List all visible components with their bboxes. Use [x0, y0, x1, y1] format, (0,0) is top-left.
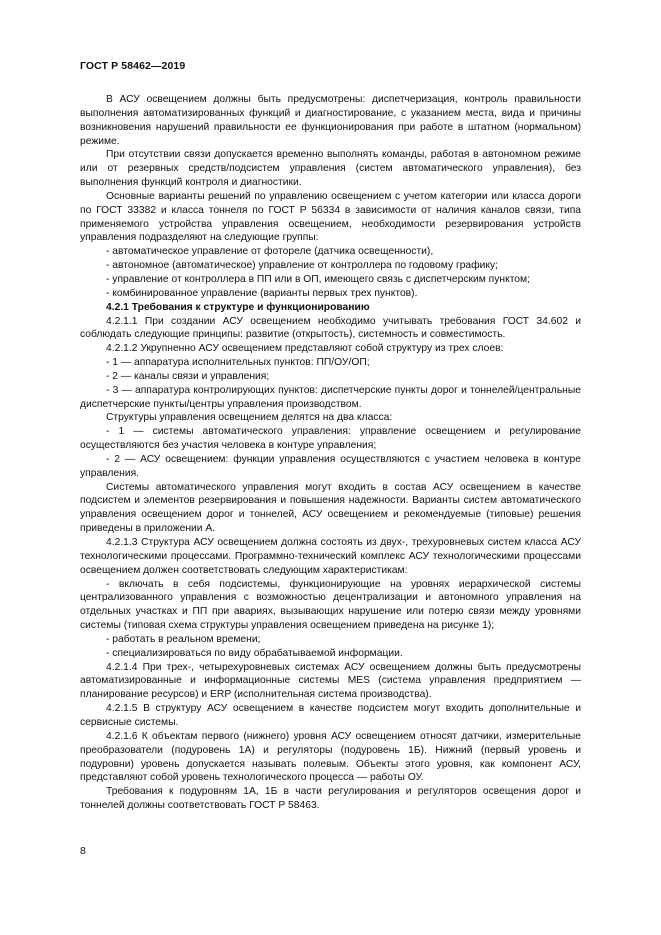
paragraph: Требования к подуровням 1А, 1Б в части регулирования и регуляторов освещения дорог и тоннелей должны соответствовать ГОСТ Р 58463. [80, 786, 581, 812]
section-heading: 4.2.1 Требования к структуре и функционированию [106, 301, 370, 313]
list-item: - автономное (автоматическое) управление от контроллера по годовому графику; [106, 260, 499, 272]
paragraph: 4.2.1.2 Укрупненно АСУ освещением представляют собой структуру из трех слоев: [106, 343, 504, 355]
list-item: - специализироваться по виду обрабатываемой информации. [106, 647, 403, 659]
paragraph: 4.2.1.3 Структура АСУ освещением должна состоять из двух-, трехуровневых систем класса АСУ технологическими процессами. Программно-технический комплекс АСУ технологическими процессами освещением должен соответствовать следующим характеристикам: [80, 537, 581, 576]
paragraph: 4.2.1.1 При создании АСУ освещением необходимо учитывать требования ГОСТ 34.602 и соблюдать следующие принципы: развитие (открытость), системность и совместимость. [80, 315, 581, 341]
paragraph: - включать в себя подсистемы, функционирующие на уровнях иерархической системы централизованного управления с возможностью децентрализации и автономного управления на отдельных участках и ПП при авариях, вызывающих нарушение или потерю связи между уровнями системы (типовая схема структуры управления освещением приведена на рисунке 1); [80, 578, 581, 632]
paragraph: В АСУ освещением должны быть предусмотрены: диспетчеризация, контроль правильности выполнения автоматизированных функций и диагностирование, с указанием места, вида и причины возникновения нарушений правильности ее функционирования при работе в штатном (нормальном) режиме. [80, 94, 581, 147]
list-item: - работать в реальном времени; [106, 633, 261, 645]
paragraph: Структуры управления освещением делятся на два класса: [106, 412, 393, 424]
paragraph: - 3 — аппаратура контролирующих пунктов: диспетчерские пункты дорог и тоннелей/центральные диспетчерские пункты/центры управления производством. [80, 384, 581, 410]
paragraph: 4.2.1.4 При трех-, четырехуровневых системах АСУ освещением должны быть предусмотрены автоматизированные и информационные системы MES (система управления предприятием — планирование ресурсов) и ERP (исполнительная система производства). [80, 661, 581, 701]
paragraph: 4.2.1.5 В структуру АСУ освещением в качестве подсистем могут входить дополнительные и сервисные системы. [80, 703, 581, 728]
paragraph: Основные варианты решений по управлению освещением с учетом категории или класса дороги по ГОСТ 33382 и класса тоннеля по ГОСТ Р 56334 в зависимости от наличия каналов связи, типа применяемого устройства управления освещением, необходимости резервирования устройств управления подразделяют на следующие группы: [80, 190, 581, 244]
list-item: - комбинированное управление (варианты первых трех пунктов). [106, 287, 418, 299]
list-item: - 1 — аппаратура исполнительных пунктов: ПП/ОУ/ОП; [106, 357, 370, 369]
list-item: - автоматическое управление от фотореле (датчика освещенности), [106, 246, 434, 258]
paragraph: 4.2.1.6 К объектам первого (нижнего) уровня АСУ освещением относят датчики, измерительные преобразователи (подуровень 1А) и регуляторы (подуровень 1Б). Нижний (первый уровень и подуровни) уровень допускается называть полевым. Объекты этого уровня, как компонент АСУ, представляют собой уровень технологического процесса — работы ОУ. [80, 730, 581, 784]
paragraph: При отсутствии связи допускается временно выполнять команды, работая в автономном режиме или от резервных средств/подсистем управления (систем автоматического управления), без выполнения функций контроля и диагностики. [80, 149, 581, 189]
paragraph: - 2 — АСУ освещением: функции управления осуществляются с участием человека в контуре управления. [80, 453, 581, 479]
page-number: 8 [80, 845, 86, 857]
document-body [80, 93, 581, 813]
paragraph: Системы автоматического управления могут входить в состав АСУ освещением в качестве подсистем и элементов резервирования и повышения надежности. Варианты систем автоматического управления освещением дорог и тоннелей, АСУ освещением и рекомендуемые (типовые) решения приведены в приложении А. [80, 481, 581, 535]
list-item: - управление от контроллера в ПП или в ОП, имеющего связь с диспетчерским пунктом; [106, 273, 530, 285]
paragraph: - 1 — системы автоматического управления: управление освещением и регулирование осуществляются без участия человека в контуре управления; [80, 426, 581, 452]
document-header: ГОСТ Р 58462—2019 [80, 60, 186, 72]
list-item: - 2 — каналы связи и управления; [106, 370, 270, 382]
